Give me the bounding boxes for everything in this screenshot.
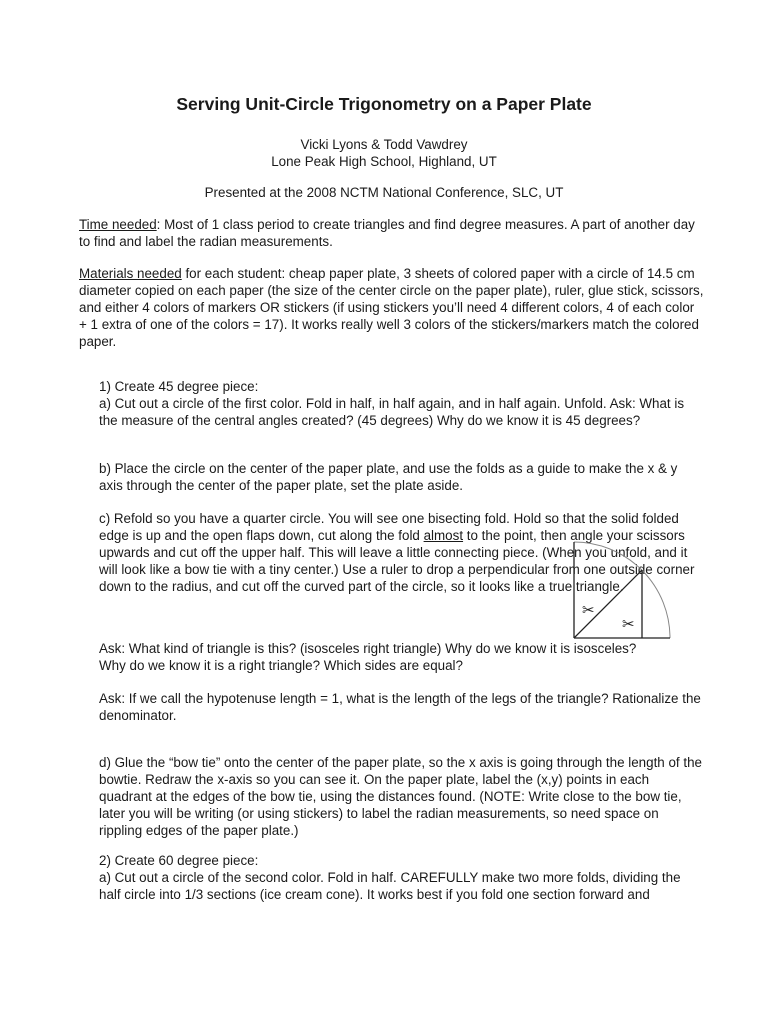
school: Lone Peak High School, Highland, UT [271,154,497,169]
materials-label: Materials needed [79,266,182,281]
time-needed-paragraph [79,216,704,250]
materials-text: for each student: cheap paper plate, 3 sheets of colored paper with a circle of 14.5 cm diameter copied on each paper (the size of the center circle on the paper plate), ruler, glue stick, scissors, and either 4 colors of markers OR stickers (if using stickers you’ll need 4 different colors, 4 of each color + 1 extra of one of the colors = 17). It works really well 3 colors of the stickers/markers match the colored paper. [79,266,704,349]
section-2-step-a: a) Cut out a circle of the second color. Fold in half. CAREFULLY make two more folds, dividing the half circle into 1/3 sections (ice cream cone). It works best if you fold one section forward and [99,870,681,902]
step-c-text-post: to the point, then angle your scissors upwards and cut off the upper half. This will leave a little connecting piece. (When you unfold, and it will look like a bow tie with a tiny center.) Use a ruler to drop a perpendicular from one outside corner down to the radius, and cut off the curved part of the circle, so it looks like a true triangle. [99,528,695,594]
section-1-ask-hypotenuse: Ask: If we call the hypotenuse length = 1, what is the length of the legs of the triangle? Rationalize the denominator. [99,691,701,723]
step-c-almost: almost [423,528,464,543]
section-2-heading: 2) Create 60 degree piece: [99,853,259,868]
authors: Vicki Lyons & Todd Vawdrey [300,137,468,152]
section-1-step-b: b) Place the circle on the center of the paper plate, and use the folds as a guide to make the x & y axis through the center of the paper plate, set the plate aside. [99,461,678,493]
section-1-step-d: d) Glue the “bow tie” onto the center of the paper plate, so the x axis is going through the length of the bowtie. Redraw the x-axis so you can see it. On the paper plate, label the (x,y) points in each quadrant at the edges of the bow tie, using the distances found. (NOTE: Write close to the bow tie, later you will be writing (or using stickers) to label the radian measurements, so need space on rippling edges of the paper plate.) [99,755,702,838]
time-needed-text: : Most of 1 class period to create triangles and find degree measures. A part of another day to find and label the radian measurements. [79,217,695,249]
scissors-icon: ✂ [622,615,635,633]
document-title: Serving Unit-Circle Trigonometry on a Paper Plate [176,94,592,114]
materials-paragraph [79,265,704,350]
section-1-heading: 1) Create 45 degree piece: [99,379,259,394]
section-1-step-a: a) Cut out a circle of the first color. Fold in half, in half again, and in half again. Unfold. Ask: What is the measure of the central angles created? (45 degrees) Why do we know it is 45 degrees? [99,396,685,428]
section-1-ask-triangle: Ask: What kind of triangle is this? (isosceles right triangle) Why do we know it is isosceles? Why do we know it is a right triangle? Which sides are equal? [99,641,637,673]
step-c-text-pre: c) Refold so you have a quarter circle. You will see one bisecting fold. Hold so that the solid folded edge is up and the open flaps down, cut along the fold [99,511,679,543]
presented-at: Presented at the 2008 NCTM National Conference, SLC, UT [204,185,564,200]
scissors-icon: ✂ [582,601,595,619]
time-needed-label: Time needed [79,217,157,232]
bow-tie-cut-diagram [566,540,676,646]
